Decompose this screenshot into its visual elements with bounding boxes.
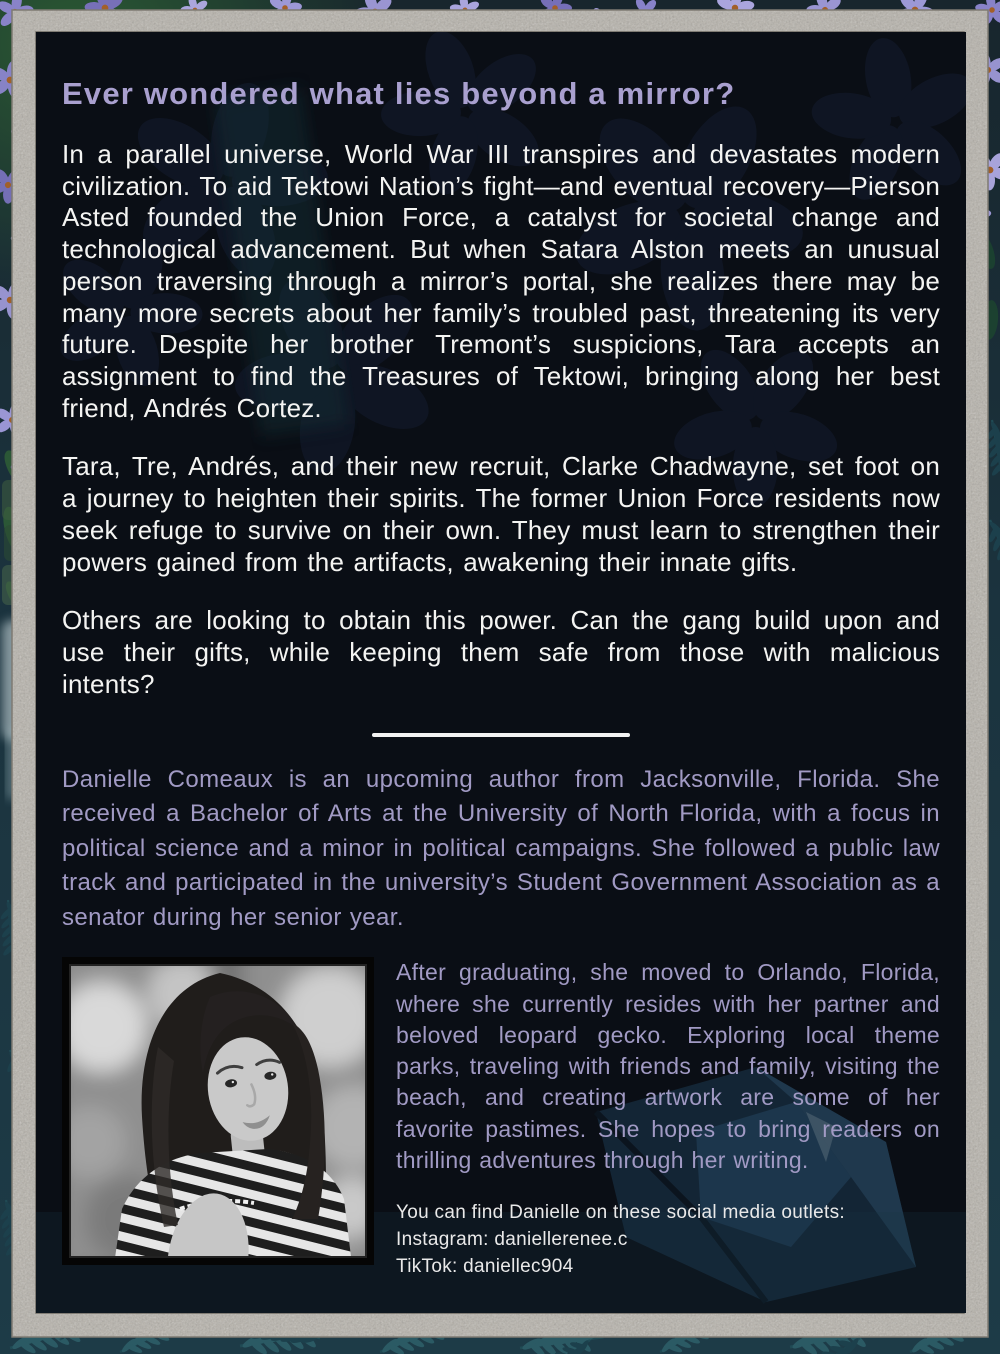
synopsis-paragraph-3: Others are looking to obtain this power. Can the gang build upon and use their gifts, while keeping them safe from those with malicious intents? bbox=[62, 605, 940, 699]
social-intro: You can find Danielle on these social media outlets: bbox=[396, 1202, 846, 1224]
author-photo bbox=[62, 957, 374, 1265]
author-portrait-illustration bbox=[62, 957, 374, 1265]
author-bio-paragraph-1: Danielle Comeaux is an upcoming author from Jacksonville, Florida. She received a Bachelor of Arts at the University of North Florida, with a focus in political science and a minor in political campaigns. She followed a public law track and participated in the university’s Student Government Association as a senator during her senior year. bbox=[62, 765, 940, 931]
panel-content bbox=[36, 32, 966, 1313]
section-divider bbox=[372, 733, 630, 737]
text-panel bbox=[36, 32, 966, 1313]
social-instagram: Instagram: daniellerenee.c bbox=[396, 1229, 628, 1251]
social-media-block bbox=[396, 1200, 940, 1281]
synopsis-paragraph-1: In a parallel universe, World War III transpires and devastates modern civilization. To aid Tektowi Nation’s fight—and eventual recovery—Pierson Asted founded the Union Force, a catalyst for societal change and technological advancement. But when Satara Alston meets an unusual person traversing through a mirror’s portal, she realizes there may be many more secrets about her family’s troubled past, threatening its very future. Despite her brother Tremont’s suspicions, Tara accepts an assignment to find the Treasures of Tektowi, bringing along her best friend, Andrés Cortez. bbox=[62, 139, 940, 423]
synopsis-paragraph-2: Tara, Tre, Andrés, and their new recruit, Clarke Chadwayne, set foot on a journey to heighten their spirits. The former Union Force residents now seek refuge to survive on their own. They must learn to strengthen their powers gained from the artifacts, awakening their innate gifts. bbox=[62, 451, 940, 577]
headline: Ever wondered what lies beyond a mirror? bbox=[62, 76, 736, 111]
author-section bbox=[62, 957, 940, 1281]
author-bio-column bbox=[396, 957, 940, 1281]
social-tiktok: TikTok: daniellec904 bbox=[396, 1256, 574, 1278]
author-bio-paragraph-2: After graduating, she moved to Orlando, Florida, where she currently resides with her partner and beloved leopard gecko. Exploring local theme parks, traveling with friends and family, visiting the beach, and creating artwork are some of her favorite pastimes. She hopes to bring readers on thrilling adventures through her writing. bbox=[396, 959, 940, 1173]
